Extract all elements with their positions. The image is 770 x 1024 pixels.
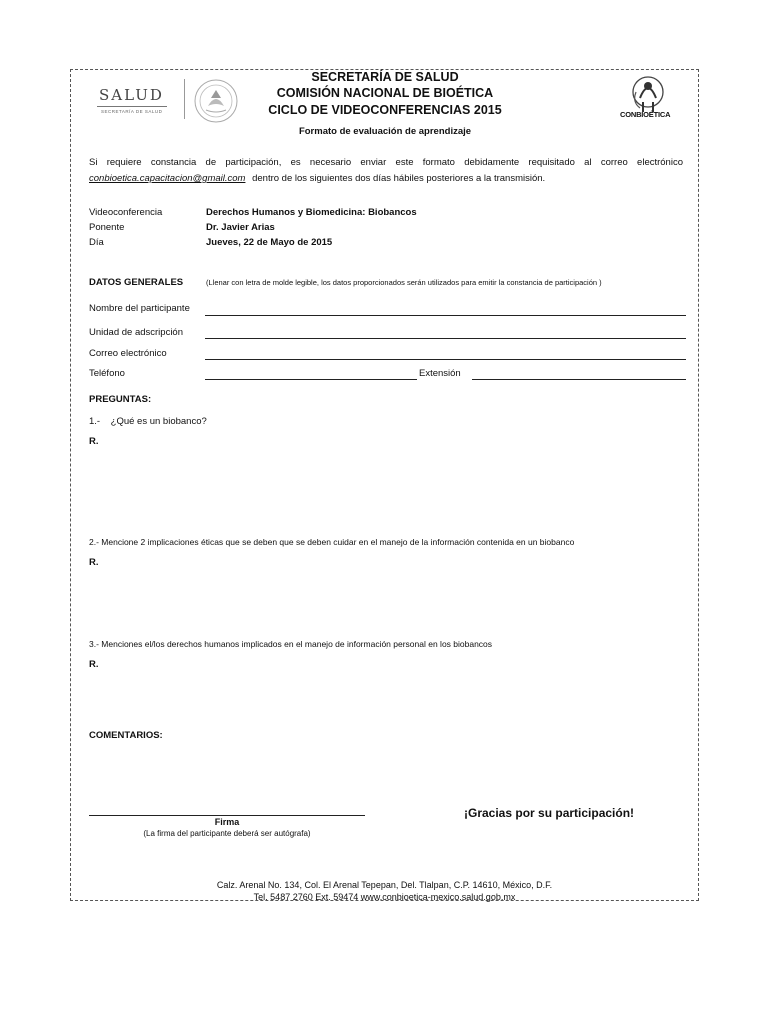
question-3: 3.- Menciones el/los derechos humanos implicados en el manejo de información personal en los biobancos [89, 639, 493, 649]
question-2: 2.- Mencione 2 implicaciones éticas que se deben que se deben cuidar en el manejo de la información contenida en un biobanco [89, 537, 575, 547]
intro-line-1: Si requiere constancia de participación, es necesario enviar este formato debidamente requisitado al correo electrónico [89, 157, 683, 168]
nombre-label: Nombre del participante [89, 303, 190, 314]
answer-2-area[interactable] [110, 557, 680, 627]
extension-label: Extensión [419, 368, 461, 379]
firma-note: (La firma del participante deberá ser autógrafa) [143, 829, 311, 838]
unidad-field[interactable] [205, 338, 686, 339]
comentarios-title: COMENTARIOS: [89, 730, 163, 741]
answer-3-area[interactable] [110, 659, 680, 719]
ponente-label: Ponente [89, 222, 125, 233]
header-line-1: SECRETARÍA DE SALUD [311, 70, 459, 84]
salud-logo-subtext: SECRETARÍA DE SALUD [101, 109, 163, 114]
unidad-label: Unidad de adscripción [89, 327, 184, 338]
answer-1-area[interactable] [110, 436, 680, 526]
thanks-message: ¡Gracias por su participación! [464, 806, 635, 820]
mexico-seal-icon [193, 78, 239, 124]
dia-label: Día [89, 237, 104, 248]
salud-logo-text: SALUD [99, 86, 164, 104]
intro-line-2-text: dentro de los siguientes dos días hábiles posteriores a la transmisión. [252, 173, 546, 184]
datos-generales-title: DATOS GENERALES [89, 277, 184, 288]
salud-logo-rule [97, 106, 167, 107]
intro-line-2 [89, 173, 545, 184]
firma-label: Firma [214, 817, 240, 827]
conbioetica-logo-icon [618, 72, 676, 128]
telefono-field[interactable] [205, 379, 417, 380]
preguntas-title: PREGUNTAS: [89, 394, 152, 405]
form-subtitle: Formato de evaluación de aprendizaje [298, 126, 472, 137]
footer-address: Calz. Arenal No. 134, Col. El Arenal Tepepan, Del. Tlalpan, C.P. 14610, México, D.F. [216, 880, 553, 890]
answer-3-label: R. [89, 659, 99, 670]
footer-contact: Tel. 5487 2760 Ext. 59474 www.conbioetica-mexico.salud.gob.mx [253, 892, 516, 902]
telefono-label: Teléfono [89, 368, 125, 379]
videoconference-value: Derechos Humanos y Biomedicina: Biobancos [206, 207, 417, 218]
extension-field[interactable] [472, 379, 686, 380]
logo-separator [184, 79, 185, 119]
salud-logo [93, 84, 173, 118]
ponente-value: Dr. Javier Arias [206, 222, 275, 233]
conbioetica-logo-text: CONBIOÉTICA [620, 110, 671, 119]
question-1: 1.- ¿Qué es un biobanco? [89, 416, 207, 427]
correo-label: Correo electrónico [89, 348, 167, 359]
header-line-3: CICLO DE VIDEOCONFERENCIAS 2015 [268, 103, 502, 117]
correo-field[interactable] [205, 359, 686, 360]
firma-line[interactable] [89, 815, 365, 816]
datos-generales-note: (Llenar con letra de molde legible, los datos proporcionados serán utilizados para emitir la constancia de participación ) [206, 278, 602, 287]
dia-value: Jueves, 22 de Mayo de 2015 [206, 237, 333, 248]
answer-2-label: R. [89, 557, 99, 568]
contact-email-link[interactable]: conbioetica.capacitacion@gmail.com [89, 173, 246, 184]
header-line-2: COMISIÓN NACIONAL DE BIOÉTICA [276, 86, 494, 100]
answer-1-label: R. [89, 436, 99, 447]
nombre-field[interactable] [205, 315, 686, 316]
videoconference-label: Videoconferencia [89, 207, 163, 218]
comentarios-area[interactable] [89, 746, 679, 801]
